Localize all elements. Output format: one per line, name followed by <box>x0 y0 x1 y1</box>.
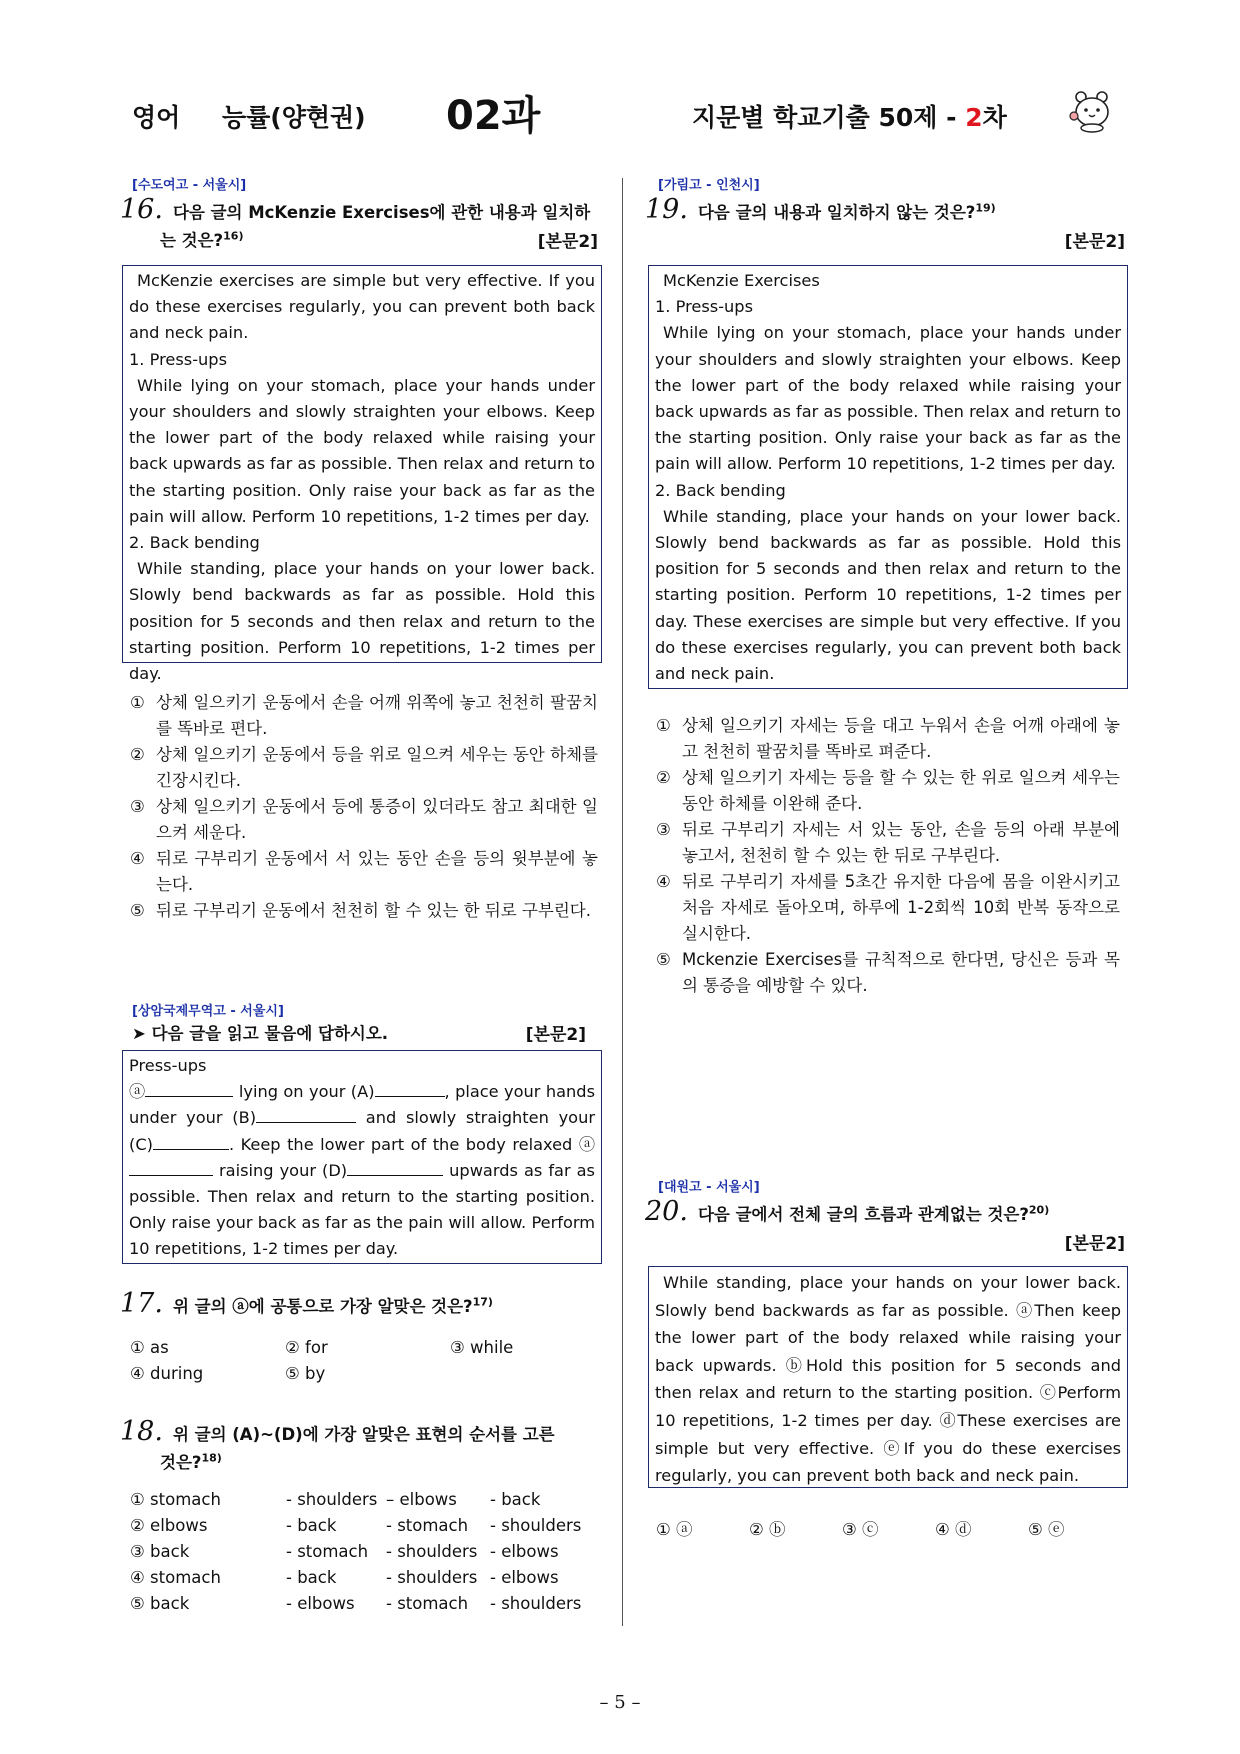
q17-number: 17. <box>120 1288 163 1319</box>
title-round-suffix: 차 <box>982 103 1007 132</box>
q16-choice-3[interactable]: ③ 상체 일으키기 운동에서 등에 통증이 있더라도 참고 최대한 일으켜 세운다. <box>130 797 598 842</box>
q17-choice-5[interactable]: ⑤ by <box>285 1364 326 1383</box>
q19-source: [가림고 - 인천시] <box>658 178 760 193</box>
q18-number: 18. <box>120 1416 163 1447</box>
q20-choice-1[interactable]: ① ⓐ <box>656 1520 693 1539</box>
q17-choice-4[interactable]: ④ during <box>130 1364 204 1383</box>
q18-choice-5[interactable]: ⑤ back - elbows - stomach - shoulders <box>130 1594 582 1613</box>
q16-passage-box <box>122 265 602 684</box>
q16-source: [수도여고 - 서울시] <box>132 178 247 193</box>
set17-tag: [본문2] <box>525 1025 586 1045</box>
title-round-number: 2 <box>965 103 983 132</box>
q17-heading <box>120 1288 598 1319</box>
q18-text-line1: 위 글의 (A)~(D)에 가장 알맞은 표현의 순서를 고른 <box>172 1425 555 1444</box>
q16-passage-pressups: While lying on your stomach, place your hands under your shoulders and slowly straighten your elbows. Keep the lower part of the body relaxed while raising your back upwards as far as possible. Then relax and return to the starting position. Only raise your back as far as the pain will allow. Perform 10 repetitions, 1-2 times per day. <box>129 375 595 526</box>
q17-choice-1[interactable]: ① as <box>130 1338 169 1357</box>
q16-number: 16. <box>120 194 163 225</box>
q20-source: [대원고 - 서울시] <box>658 1180 760 1195</box>
q17-choice-2[interactable]: ② for <box>285 1338 328 1357</box>
q20-choice-2[interactable]: ② ⓑ <box>749 1520 786 1539</box>
arrow-icon: ➤ <box>132 1024 146 1043</box>
page-number: – 5 – <box>599 1692 641 1713</box>
q20-passage: While standing, place your hands on your lower back. Slowly bend backwards as far as possible. ⓐThen keep the lower part of the body relaxed while raising your back upwards. ⓑHold this position for 5 seconds and then relax and return to the starting position. ⓒPerform 10 repetitions, 1-2 times per day. ⓓThese exercises are simple but very effective. ⓔIf you do these exercises regularly, you can prevent both back and neck pain. <box>655 1273 1121 1486</box>
set17-passage-box <box>122 1050 602 1264</box>
q16-text-line2: 는 것은? <box>160 231 224 250</box>
q17-ref: 17) <box>472 1295 493 1309</box>
publisher-label: 능률(양현권) <box>222 103 366 132</box>
set17-passage-title: Press-ups <box>129 1056 207 1075</box>
q18-choice-3[interactable]: ③ back - stomach - shoulders - elbows <box>130 1542 559 1561</box>
q16-passage-intro: McKenzie exercises are simple but very effective. If you do these exercises regularly, you can prevent both back and neck pain. <box>129 271 595 343</box>
q19-choice-4[interactable]: ④ 뒤로 구부리기 자세를 5초간 유지한 다음에 몸을 이완시키고 처음 자세로 돌아오며, 하루에 1-2회씩 10회 반복 동작으로 실시한다. <box>656 872 1120 943</box>
q17-choices <box>130 1335 600 1387</box>
q19-ref: 19) <box>975 201 996 215</box>
q16-heading <box>120 194 598 252</box>
q16-text-line1: 다음 글의 McKenzie Exercises에 관한 내용과 일치하 <box>172 203 591 222</box>
q18-choices <box>130 1487 700 1617</box>
q16-passage-heading2: 2. Back bending <box>129 533 260 553</box>
q19-choice-1[interactable]: ① 상체 일으키기 자세는 등을 대고 누워서 손을 어깨 아래에 놓고 천천히 팔꿈치를 똑바로 펴준다. <box>656 716 1120 761</box>
q18-choice-4[interactable]: ④ stomach - back - shoulders - elbows <box>130 1568 559 1587</box>
q19-passage-heading1: 1. Press-ups <box>655 297 754 317</box>
q18-choice-2[interactable]: ② elbows - back - stomach - shoulders <box>130 1516 582 1535</box>
q20-passage-box <box>648 1266 1128 1488</box>
q20-choice-5[interactable]: ⑤ ⓔ <box>1028 1520 1065 1539</box>
q20-tag: [본문2] <box>1064 1234 1125 1254</box>
q17-choice-3[interactable]: ③ while <box>450 1338 514 1357</box>
q19-number: 19. <box>645 194 688 225</box>
bear-mascot-icon <box>1068 86 1116 138</box>
q19-text: 다음 글의 내용과 일치하지 않는 것은? <box>697 203 976 222</box>
q18-heading <box>120 1416 598 1473</box>
q19-passage-backbending: While standing, place your hands on your lower back. Slowly bend backwards as far as possible. Hold this position for 5 seconds and then relax and return to the starting position. Perform 10 repetitions, 1-2 times per day. These exercises are simple but very effective. If you do these exercises regularly, you can prevent both back and neck pain. <box>655 506 1121 684</box>
q20-number: 20. <box>645 1196 688 1227</box>
set17-instruction: 다음 글을 읽고 물음에 답하시오. <box>151 1024 389 1043</box>
q19-passage-pressups: While lying on your stomach, place your hands under your shoulders and slowly straighten your elbows. Keep the lower part of the body relaxed while raising your back upwards as far as possible. Then relax and return to the starting position. Only raise your back as far as the pain will allow. Perform 10 repetitions, 1-2 times per day. <box>655 323 1121 474</box>
q18-choice-1[interactable]: ① stomach - shoulders – elbows - back <box>130 1490 541 1509</box>
q19-passage-box <box>648 265 1128 689</box>
title-prefix: 지문별 학교기출 50제 - <box>692 103 966 132</box>
q19-passage-heading2: 2. Back bending <box>655 480 786 500</box>
document-title <box>692 98 1007 134</box>
q19-heading <box>645 194 1125 252</box>
column-divider <box>622 178 623 1626</box>
q19-choices <box>656 713 1120 999</box>
q20-text: 다음 글에서 전체 글의 흐름과 관계없는 것은? <box>697 1205 1029 1224</box>
q17-text: 위 글의 ⓐ에 공통으로 가장 알맞은 것은? <box>172 1297 473 1316</box>
q16-ref: 16) <box>223 229 244 243</box>
subject-label: 영어 <box>132 103 181 132</box>
q19-choice-2[interactable]: ② 상체 일으키기 자세는 등을 할 수 있는 한 위로 일으켜 세우는 동안 하체를 이완해 준다. <box>656 768 1120 813</box>
set17-instruction-line <box>132 1020 586 1045</box>
q19-passage-title: McKenzie Exercises <box>663 271 820 290</box>
q16-passage-backbending: While standing, place your hands on your lower back. Slowly bend backwards as far as possible. Hold this position for 5 seconds and then relax and return to the starting position. Perform 10 repetitions, 1-2 times per day. <box>129 559 595 684</box>
lesson-label: 02과 <box>446 93 541 139</box>
q16-tag: [본문2] <box>537 232 598 252</box>
q16-passage-heading1: 1. Press-ups <box>129 349 228 369</box>
q16-choice-2[interactable]: ② 상체 일으키기 운동에서 등을 위로 일으켜 세우는 동안 하체를 긴장시킨다. <box>130 745 598 790</box>
q16-choice-5[interactable]: ⑤ 뒤로 구부리기 운동에서 천천히 할 수 있는 한 뒤로 구부린다. <box>130 901 591 920</box>
q16-choices <box>130 690 598 924</box>
q19-tag: [본문2] <box>1064 232 1125 252</box>
q20-choices <box>656 1516 1088 1540</box>
q20-choice-4[interactable]: ④ ⓓ <box>935 1520 972 1539</box>
q18-text-line2: 것은? <box>160 1453 202 1472</box>
set17-passage-body: ⓐ lying on your (A) , place your hands under your (B) and slowly straighten your (C) . Keep the lower part of the body relaxed ⓐ raising your (D) upwards as far as possible. Then relax and return to the starting position. Only raise your back as far as the pain will allow. Perform 10 repetitions, 1-2 times per day. <box>129 1082 596 1259</box>
q16-choice-4[interactable]: ④ 뒤로 구부리기 운동에서 서 있는 동안 손을 등의 윗부분에 놓는다. <box>130 849 598 894</box>
q19-choice-3[interactable]: ③ 뒤로 구부리기 자세는 서 있는 동안, 손을 등의 아래 부분에 놓고서, 천천히 할 수 있는 한 뒤로 구부린다. <box>656 820 1120 865</box>
q16-choice-1[interactable]: ① 상체 일으키기 운동에서 손을 어깨 위쪽에 놓고 천천히 팔꿈치를 똑바로 편다. <box>130 693 598 738</box>
q20-choice-3[interactable]: ③ ⓒ <box>842 1520 879 1539</box>
set17-source: [상암국제무역고 - 서울시] <box>132 1004 284 1019</box>
q20-heading <box>645 1196 1125 1254</box>
q19-choice-5[interactable]: ⑤ Mckenzie Exercises를 규칙적으로 한다면, 당신은 등과 목의 통증을 예방할 수 있다. <box>656 950 1120 995</box>
q20-ref: 20) <box>1028 1203 1050 1217</box>
q18-ref: 18) <box>201 1451 222 1465</box>
